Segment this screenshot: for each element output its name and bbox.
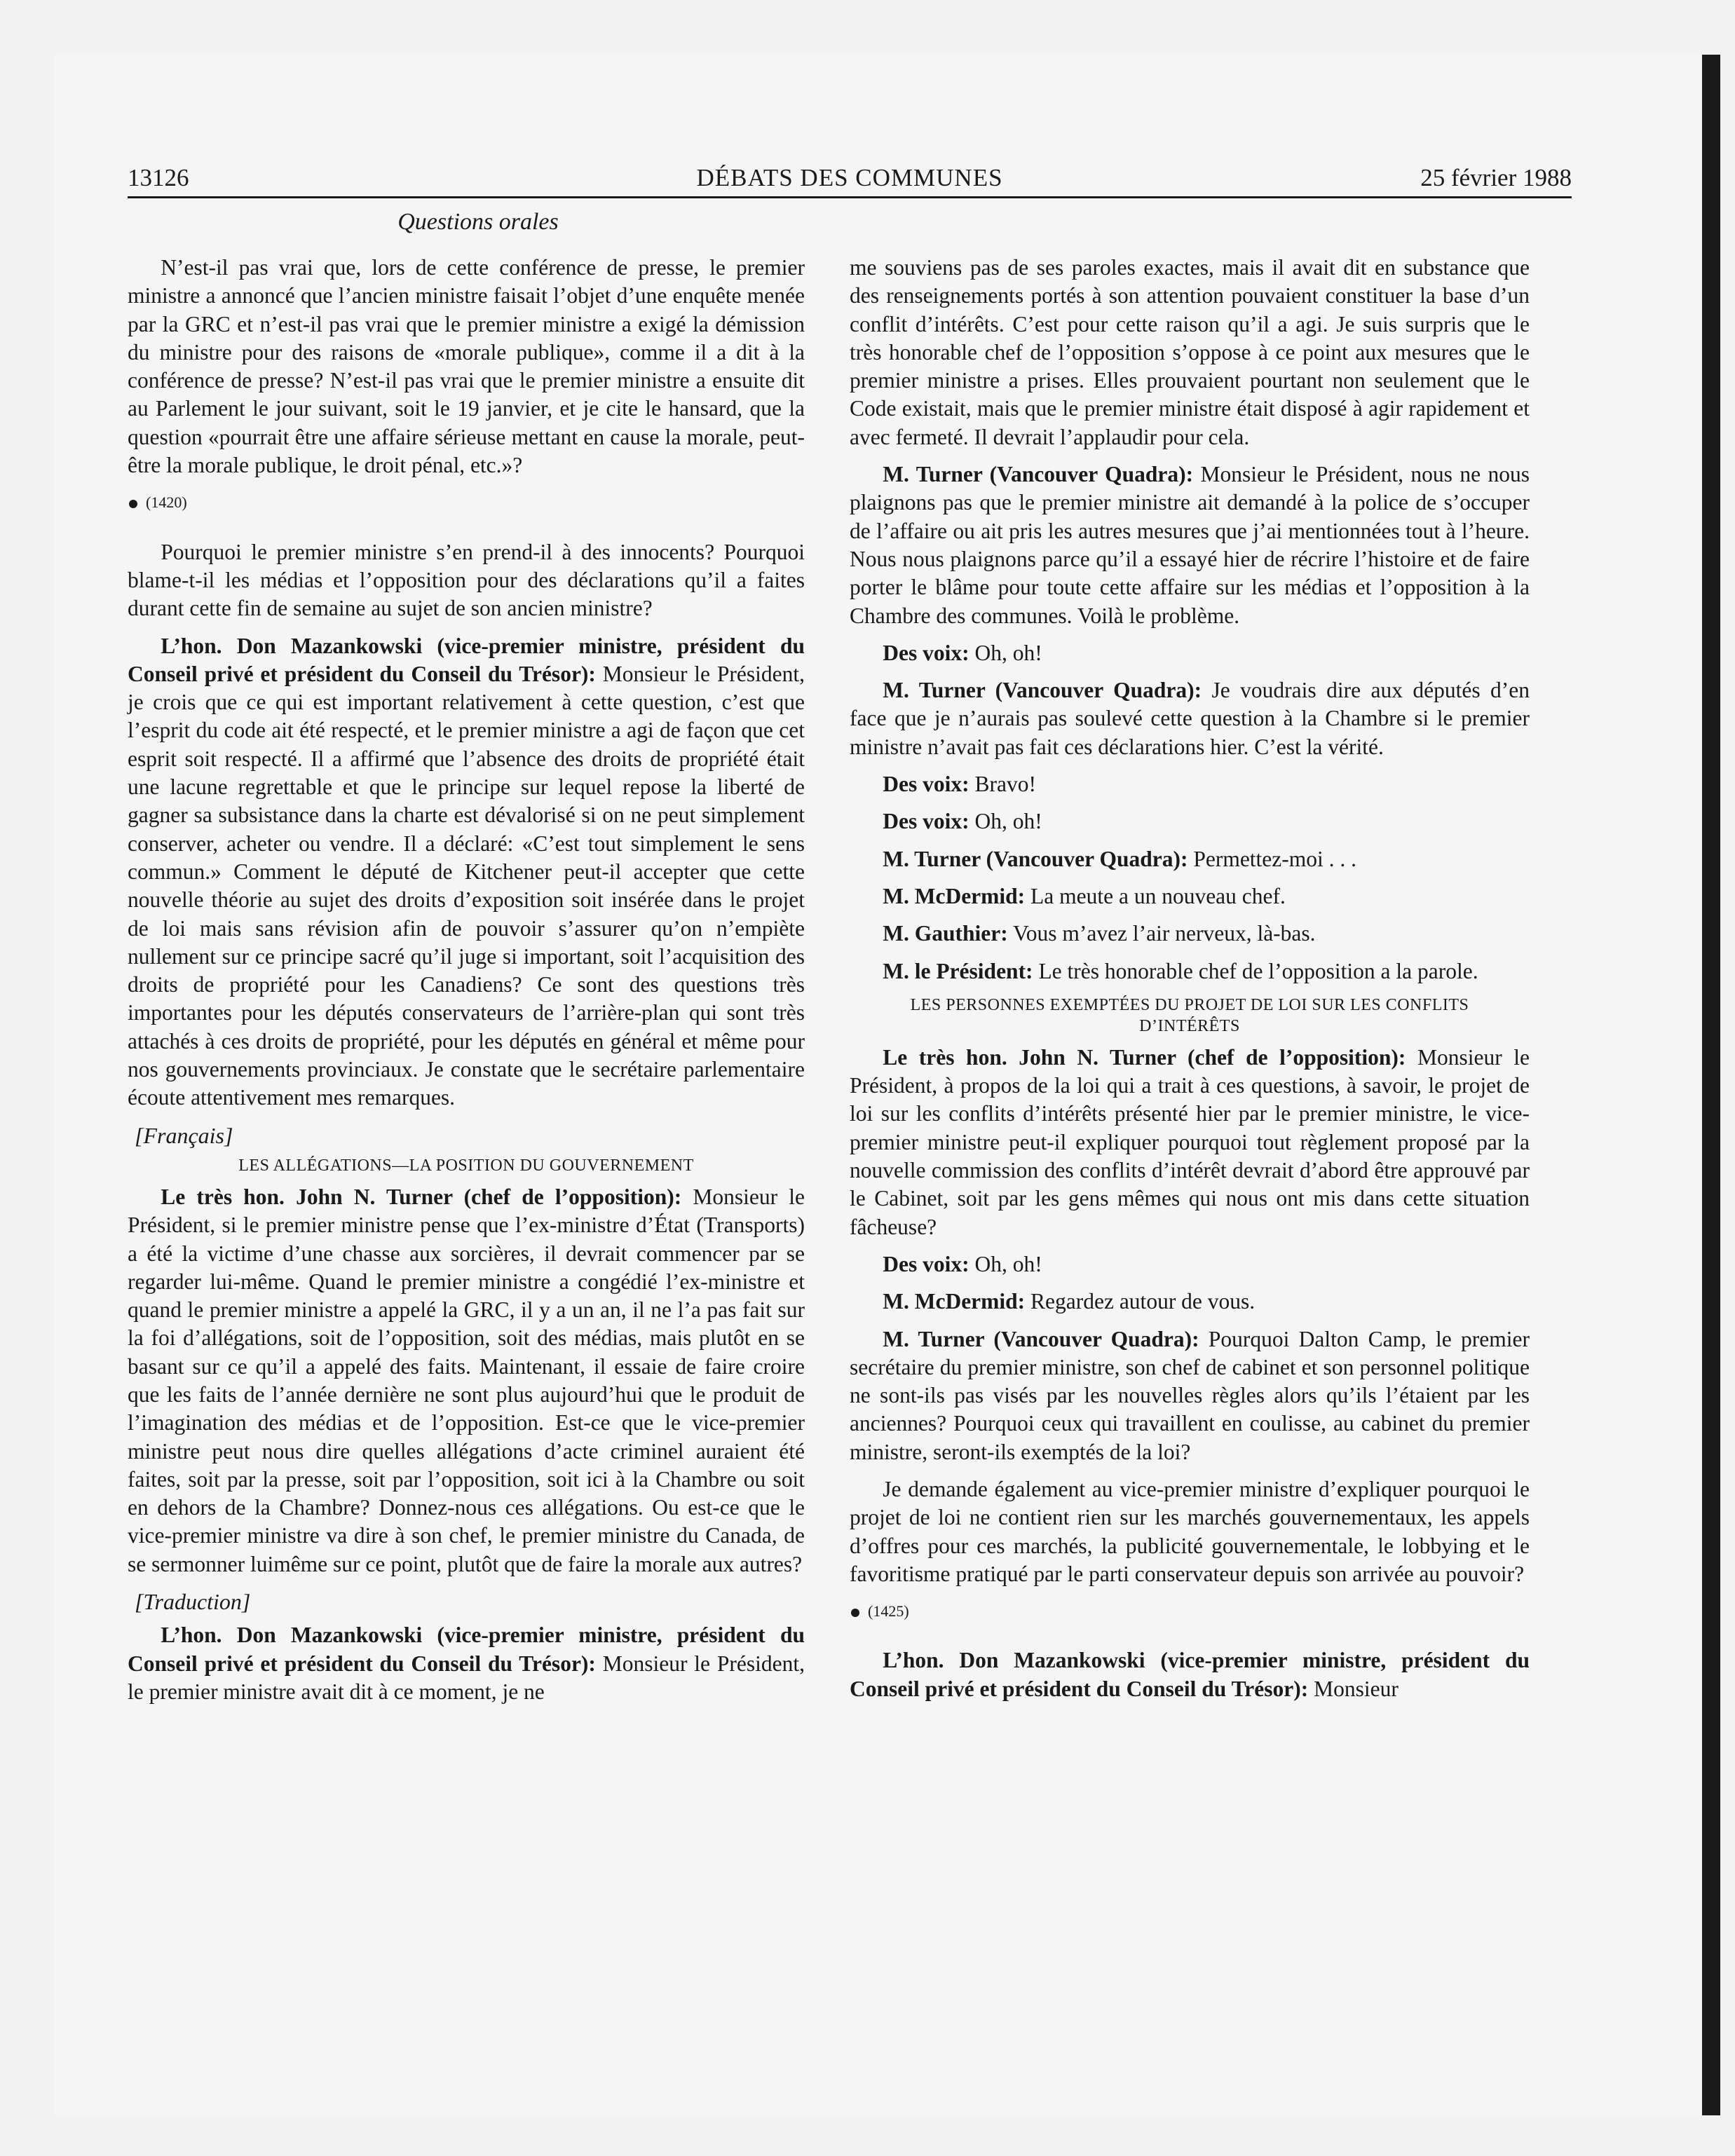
bullet-icon <box>851 1609 859 1617</box>
subject-heading: LES ALLÉGATIONS—LA POSITION DU GOUVERNEMENT <box>238 1156 694 1175</box>
speech <box>850 1250 1530 1278</box>
speaker-name: L’hon. Don Mazankowski (vice-premier ministre, président du Conseil privé et président du Conseil du Trésor): <box>850 1648 1530 1701</box>
paragraph: me souviens pas de ses paroles exactes, mais il avait dit en substance que des renseignements portés à son attention pouvaient constituer la base d’un conflit d’intérêts. C’est pour cette raison qu’il a agi. Je suis surpris que le très honorable chef de l’opposition s’oppose à ce point aux mesures que le premier ministre a prises. Elles prouvaient pourtant non seulement que le Code existait, mais que le premier ministre était disposé à agir rapidement et avec fermeté. Il devrait l’applaudir pour cela. <box>850 255 1530 449</box>
speaker-name: M. Gauthier: <box>883 921 1008 946</box>
speaker-name: M. Turner (Vancouver Quadra): <box>883 1326 1199 1351</box>
speech <box>850 920 1530 948</box>
section-title: Questions orales <box>397 209 559 235</box>
time-marker <box>850 1597 1530 1625</box>
speaker-name: Des voix: <box>883 1251 969 1276</box>
speech <box>850 1044 1530 1241</box>
time-label: (1420) <box>146 493 187 512</box>
speech-text: Oh, oh! <box>969 640 1042 665</box>
speech-text: Monsieur <box>1308 1676 1399 1701</box>
speaker-name: Des voix: <box>883 772 969 797</box>
speech <box>850 1646 1530 1703</box>
language-marker: [Français] <box>135 1122 233 1148</box>
speech-text: Regardez autour de vous. <box>1025 1289 1256 1314</box>
speech <box>850 770 1530 798</box>
speaker-name: Des voix: <box>883 640 969 665</box>
speech-text: Oh, oh! <box>969 809 1042 834</box>
speech-text: Permettez-moi . . . <box>1188 846 1357 871</box>
speech <box>850 845 1530 873</box>
speaker-name: M. Turner (Vancouver Quadra): <box>883 678 1202 703</box>
language-marker: [Traduction] <box>135 1589 251 1615</box>
speech <box>850 1288 1530 1316</box>
speech <box>850 460 1530 630</box>
page-header <box>128 156 1572 198</box>
speech-text: La meute a un nouveau chef. <box>1025 883 1286 908</box>
bullet-icon <box>129 500 137 508</box>
speaker-name: M. le Président: <box>883 958 1033 983</box>
speaker-name: M. Turner (Vancouver Quadra): <box>883 462 1194 487</box>
speech-text: Monsieur le Président, le premier ministre avait dit à ce moment, je ne <box>128 1651 805 1704</box>
time-marker <box>128 489 805 517</box>
paragraph: N’est-il pas vrai que, lors de cette conférence de presse, le premier ministre a annoncé que l’ancien ministre faisait l’objet d’une enquête menée par la GRC et n’est-il pas vrai que le premier ministre a exigé la démission du ministre pour des raisons de «morale publique», comme il a dit à la conférence de presse? N’est-il pas vrai que le premier ministre a ensuite dit au Parlement le jour suivant, soit le 19 janvier, et je cite le hansard, que la question «pourrait être une affaire sérieuse mettant en cause la morale, peut-être la morale publique, le droit pénal, etc.»? <box>128 255 805 478</box>
speech <box>850 882 1530 910</box>
speech-text: Monsieur le Président, nous ne nous plaignons pas que le premier ministre ait demandé à la police de s’occuper de l’affaire ou ait pris les autres mesures que j’ai mentionnées tout à l’heure. Nous nous plaignons parce qu’il a essayé hier de récrire l’histoire et de faire porter le blâme pour toute cette affaire sur les médias et l’opposition à la Chambre des communes. Voilà le problème. <box>850 462 1530 628</box>
speech <box>128 632 805 1112</box>
time-label: (1425) <box>868 1602 909 1621</box>
speech-text: Le très honorable chef de l’opposition a la parole. <box>1033 958 1478 983</box>
right-column <box>850 254 1530 1712</box>
paragraph: Je demande également au vice-premier ministre d’expliquer pourquoi le projet de loi ne contient rien sur les marchés gouvernementaux, les appels d’offres pour ces marchés, la publicité gouvernementale, le lobbying et le favoritisme pratiqué par le parti conservateur depuis son arrivée au pouvoir? <box>850 1476 1530 1586</box>
subject-heading: LES PERSONNES EXEMPTÉES DU PROJET DE LOI SUR LES CONFLITS D’INTÉRÊTS <box>910 995 1469 1035</box>
speaker-name: Des voix: <box>883 809 969 834</box>
speaker-name: M. McDermid: <box>883 1289 1026 1314</box>
speaker-name: Le très hon. John N. Turner (chef de l’opposition): <box>161 1184 682 1209</box>
page-number: 13126 <box>128 164 189 191</box>
speech <box>850 676 1530 761</box>
speech-text: Monsieur le Président, à propos de la loi qui a trait à ces questions, à savoir, le projet de loi sur les conflits d’intérêts présenté hier par le premier ministre, le vice-premier ministre peut-il expliquer pourquoi tout règlement proposé par la nouvelle commission des conflits d’intérêt devrait d’abord être approuvé par le Cabinet, soit par les gens mêmes qui nous ont mis dans cette situation fâcheuse? <box>850 1044 1530 1239</box>
speech-text: Oh, oh! <box>969 1251 1042 1276</box>
speech <box>128 1183 805 1578</box>
speech <box>850 957 1530 985</box>
paragraph: Pourquoi le premier ministre s’en prend-il à des innocents? Pourquoi blame-t-il les médias et l’opposition pour des déclarations qu’il a faites durant cette fin de semaine au sujet de son ancien ministre? <box>128 539 805 621</box>
left-column <box>128 254 805 1715</box>
speech <box>850 807 1530 835</box>
speech-text: Vous m’avez l’air nerveux, là-bas. <box>1007 921 1316 946</box>
speech-text: Bravo! <box>969 772 1036 797</box>
speaker-name: M. McDermid: <box>883 883 1026 908</box>
journal-title: DÉBATS DES COMMUNES <box>696 164 1003 191</box>
speaker-name: M. Turner (Vancouver Quadra): <box>883 846 1188 871</box>
speech <box>850 1325 1530 1466</box>
speech <box>850 639 1530 667</box>
speech <box>128 1621 805 1706</box>
speaker-name: L’hon. Don Mazankowski (vice-premier ministre, président du Conseil privé et président du Conseil du Trésor): <box>128 633 805 686</box>
speech-text: Je voudrais dire aux députés d’en face que je n’aurais pas soulevé cette question à la Chambre si le premier ministre n’avait pas fait ces déclarations hier. C’est la vérité. <box>850 678 1530 759</box>
speaker-name: L’hon. Don Mazankowski (vice-premier ministre, président du Conseil privé et président du Conseil du Trésor): <box>128 1623 805 1676</box>
speaker-name: Le très hon. John N. Turner (chef de l’opposition): <box>883 1044 1406 1070</box>
speech-text: Monsieur le Président, je crois que ce qui est important relativement à cette question, c’est que l’esprit du code ait été respecté, et le premier ministre a agi de façon que cet esprit soit respecté. Il a affirmé que l’absence des droits de propriété était une lacune regrettable et que le principe sur lequel repose la liberté de gagner sa subsistance dans la charte est dévalorisé si on ne peut simplement conserver, acheter ou vendre. Il a déclaré: «C’est tout simplement le sens commun.» Comment le député de Kitchener peut-il accepter que cette nouvelle théorie au sujet des droits d’exposition soit insérée dans le projet de loi mais sans révision afin de pouvoir s’assurer qu’on n’empiète nullement sur ce principe sacré qu’il juge si important, soit l’acquisition des droits de propriété pour les Canadiens? Ce sont des questions très importantes pour les députés conservateurs de l’arrière-plan qui sont très attachés à ces droits de propriété, pour les députés en général et même pour nos gouvernements provinciaux. Je constate que le secrétaire parlementaire écoute attentivement mes remarques. <box>128 661 805 1110</box>
page-date: 25 février 1988 <box>1420 164 1572 191</box>
speech-text: Pourquoi Dalton Camp, le premier secrétaire du premier ministre, son chef de cabinet et son personnel politique ne sont-ils pas visés par les nouvelles règles alors qu’ils l’étaient par les anciennes? Pourquoi ceux qui travaillent en coulisse, au cabinet du premier ministre, seront-ils exemptés de la loi? <box>850 1326 1530 1464</box>
speech-text: Monsieur le Président, si le premier ministre pense que l’ex-ministre d’État (Transports) a été la victime d’une chasse aux sorcières, il devrait commencer par se regarder lui-même. Quand le premier ministre a congédié l’ex-ministre et quand le premier ministre a appelé la GRC, il y a un an, il ne l’a pas fait sur la foi d’allégations, soit de l’opposition, soit des médias, mais plutôt en se basant sur ce qu’il a appelé des faits. Maintenant, il essaie de faire croire que les faits de l’année dernière ne sont plus aujourd’hui que le produit de l’imagination des médias et de l’opposition. Est-ce que le vice-premier ministre peut nous dire quelles allégations d’acte criminel auraient été faites, soit par la presse, soit par l’opposition, soit ici à la Chambre ou soit en dehors de la Chambre? Donnez-nous ces allégations. Ou est-ce que le vice-premier ministre va dire à son chef, le premier ministre du Canada, de se sermonner luimême sur ce point, plutôt que de faire la morale aux autres? <box>128 1184 805 1576</box>
